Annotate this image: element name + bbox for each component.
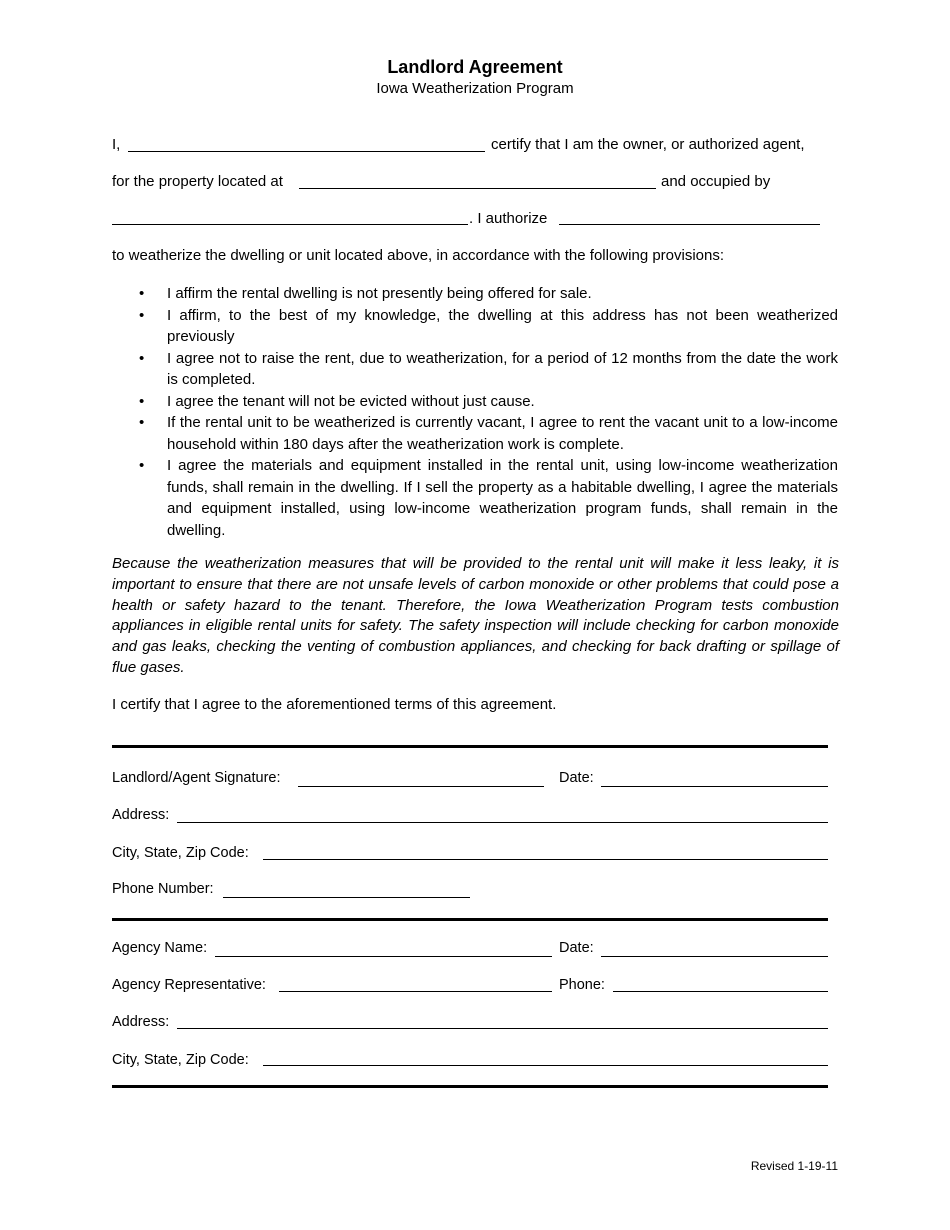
landlord-signature-field[interactable] xyxy=(298,786,544,787)
agency-phone-field[interactable] xyxy=(613,991,828,992)
safety-note: Because the weatherization measures that will be provided to the rental unit will make it less leaky, it is important to ensure that there are not unsafe levels of carbon monoxide or other problems that could pose a health or safety hazard to the tenant. Therefore, the Iowa Weatherization Program tests combustion appliances in eligible rental units for safety. The safety inspection will include checking for carbon monoxide and gas leaks, checking the venting of combustion appliances, and checking for back drafting or spillage of flue gases. xyxy=(112,555,839,676)
agency-representative-field[interactable] xyxy=(279,991,552,992)
agency-date-field[interactable] xyxy=(601,956,828,957)
intro-line3-middle: . I authorize xyxy=(469,210,548,227)
landlord-phone-field[interactable] xyxy=(223,897,470,898)
document-title: Landlord Agreement xyxy=(387,57,563,77)
landlord-date-field[interactable] xyxy=(601,786,828,787)
revision-note: Revised 1-19-11 xyxy=(750,1159,838,1173)
section-divider xyxy=(112,1085,828,1088)
landlord-address-field[interactable] xyxy=(177,822,828,823)
agency-city-field[interactable] xyxy=(263,1065,828,1066)
intro-line2-suffix: and occupied by xyxy=(661,173,771,190)
landlord-signature-label: Landlord/Agent Signature: xyxy=(112,770,281,786)
intro-line1-suffix: certify that I am the owner, or authorized agent, xyxy=(491,136,805,153)
landlord-city-field[interactable] xyxy=(263,859,828,860)
provisions-list xyxy=(112,283,838,541)
provision-item: • I agree not to raise the rent, due to weatherization, for a period of 12 months from the date the work is completed. xyxy=(112,348,838,391)
certify-statement: I certify that I agree to the aforementioned terms of this agreement. xyxy=(112,696,557,713)
agency-city-label: City, State, Zip Code: xyxy=(112,1052,249,1068)
landlord-address-label: Address: xyxy=(112,807,170,823)
intro-line4: to weatherize the dwelling or unit located above, in accordance with the following provisions: xyxy=(112,247,725,264)
agency-address-label: Address: xyxy=(112,1014,170,1030)
section-divider xyxy=(112,918,828,921)
landlord-city-label: City, State, Zip Code: xyxy=(112,845,249,861)
landlord-date-label: Date: xyxy=(559,770,594,786)
provision-item: • I agree the materials and equipment installed in the rental unit, using low-income weatherization funds, shall remain in the dwelling. If I sell the property as a habitable dwelling, I agree the materials and equipment installed, using low-income weatherization program funds, shall remain in the dwelling. xyxy=(112,455,838,541)
agency-representative-label: Agency Representative: xyxy=(112,977,266,993)
agency-name-label: Agency Name: xyxy=(112,940,208,956)
owner-name-field[interactable] xyxy=(128,151,485,152)
authorized-agency-field[interactable] xyxy=(559,224,820,225)
intro-line1-prefix: I, xyxy=(112,136,121,153)
provision-item: • I agree the tenant will not be evicted without just cause. xyxy=(112,391,838,413)
document-subtitle: Iowa Weatherization Program xyxy=(376,80,574,97)
agency-address-field[interactable] xyxy=(177,1028,828,1029)
provision-item: • If the rental unit to be weatherized is currently vacant, I agree to rent the vacant unit to a low-income household within 180 days after the weatherization work is complete. xyxy=(112,412,838,455)
provision-item: • I affirm the rental dwelling is not presently being offered for sale. xyxy=(112,283,838,305)
section-divider xyxy=(112,745,828,748)
agency-date-label: Date: xyxy=(559,940,594,956)
property-address-field[interactable] xyxy=(299,188,656,189)
landlord-phone-label: Phone Number: xyxy=(112,881,214,897)
agency-name-field[interactable] xyxy=(215,956,552,957)
provision-item: • I affirm, to the best of my knowledge, the dwelling at this address has not been weatherized previously xyxy=(112,305,838,348)
agency-phone-label: Phone: xyxy=(559,977,605,993)
intro-line2-prefix: for the property located at xyxy=(112,173,283,190)
occupant-name-field[interactable] xyxy=(112,224,468,225)
